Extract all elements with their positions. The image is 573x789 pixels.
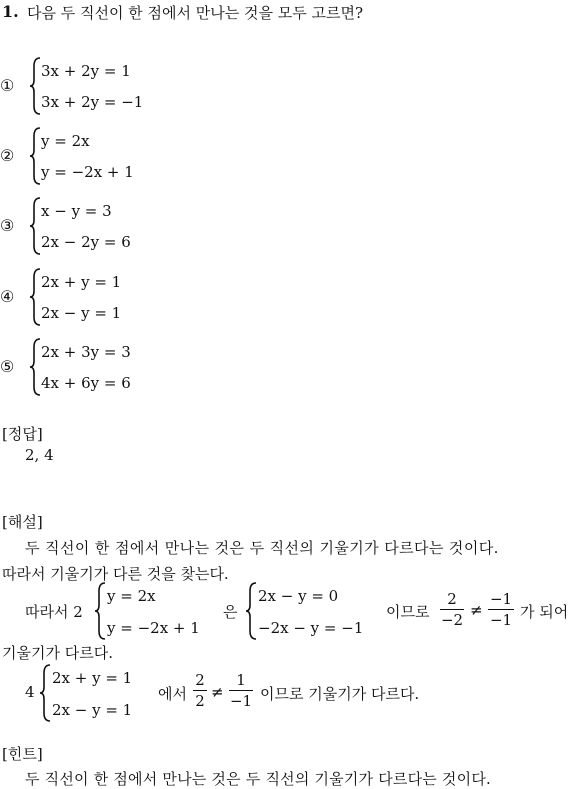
system-a-eq2: y = −2x + 1 [107, 619, 200, 637]
option-system-1 [28, 56, 188, 116]
explanation-heading: [해설] [2, 513, 43, 531]
left-brace-icon [28, 196, 42, 256]
explanation-eun: 은 [223, 603, 238, 621]
fraction-4-denominator: −1 [229, 692, 253, 710]
explanation-line-5-suffix: 이므로 기울기가 다르다. [260, 685, 420, 703]
left-brace-icon [28, 337, 42, 397]
fraction-4 [229, 671, 253, 710]
explanation-line-4: 기울기가 다르다. [2, 644, 113, 662]
fraction-4-numerator: 1 [236, 671, 246, 689]
option-4-eq1: 2x + y = 1 [41, 273, 122, 291]
system-c-eq2: 2x − y = 1 [52, 701, 133, 719]
fraction-3 [193, 671, 207, 710]
fraction-bar [229, 690, 253, 691]
hint-heading: [힌트] [2, 745, 43, 763]
explanation-system-a [93, 581, 213, 641]
option-3-eq1: x − y = 3 [41, 202, 112, 220]
explanation-line-1: 두 직선이 한 점에서 만나는 것은 두 직선의 기울기가 다르다는 것이다. [25, 539, 499, 557]
fraction-2 [488, 590, 514, 629]
option-1-eq1: 3x + 2y = 1 [41, 62, 131, 80]
explanation-line-3-prefix: 따라서 2 [25, 603, 83, 621]
option-system-4 [28, 267, 188, 327]
option-5-eq2: 4x + 6y = 6 [41, 374, 131, 392]
option-2-eq2: y = −2x + 1 [41, 163, 134, 181]
option-marker-3: ③ [0, 216, 15, 235]
fraction-3-denominator: 2 [195, 692, 205, 710]
option-4-eq2: 2x − y = 1 [41, 304, 122, 322]
option-system-5 [28, 337, 188, 397]
explanation-imeuro: 이므로 [386, 603, 430, 621]
fraction-2-numerator: −1 [489, 590, 513, 608]
option-system-3 [28, 196, 188, 256]
option-5-eq1: 2x + 3y = 3 [41, 343, 131, 361]
fraction-bar [193, 690, 207, 691]
question-number: 1. [2, 2, 19, 21]
fraction-1-denominator: −2 [440, 611, 464, 629]
left-brace-icon [28, 56, 42, 116]
left-brace-icon [38, 663, 52, 723]
option-system-2 [28, 126, 188, 186]
option-3-eq2: 2x − 2y = 6 [41, 233, 131, 251]
option-2-eq1: y = 2x [41, 132, 90, 150]
system-a-eq1: y = 2x [107, 587, 156, 605]
answer-value: 2, 4 [25, 446, 54, 464]
system-b-eq2: −2x − y = −1 [258, 619, 364, 637]
explanation-line-2: 따라서 기울기가 다른 것을 찾는다. [2, 565, 229, 583]
system-c-eq1: 2x + y = 1 [52, 669, 133, 687]
answer-heading: [정답] [2, 425, 43, 443]
left-brace-icon [93, 581, 107, 641]
fraction-bar [488, 609, 514, 610]
fraction-2-denominator: −1 [489, 611, 513, 629]
fraction-1 [440, 590, 464, 629]
question-prompt: 다음 두 직선이 한 점에서 만나는 것을 모두 고르면? [27, 4, 363, 22]
option-marker-2: ② [0, 146, 15, 165]
not-equal-sign: ≠ [470, 601, 483, 619]
explanation-line-5-prefix: 4 [25, 683, 35, 701]
option-marker-4: ④ [0, 287, 15, 306]
system-b-eq1: 2x − y = 0 [258, 587, 339, 605]
left-brace-icon [244, 581, 258, 641]
not-equal-sign-2: ≠ [211, 683, 224, 701]
fraction-1-numerator: 2 [447, 590, 457, 608]
left-brace-icon [28, 126, 42, 186]
fraction-bar [440, 609, 464, 610]
option-marker-1: ① [0, 76, 15, 95]
option-1-eq2: 3x + 2y = −1 [41, 93, 144, 111]
left-brace-icon [28, 267, 42, 327]
explanation-system-c [38, 663, 158, 723]
explanation-eseo: 에서 [158, 685, 187, 703]
explanation-line-3-suffix: 가 되어 [520, 603, 569, 621]
hint-text: 두 직선이 한 점에서 만나는 것은 두 직선의 기울기가 다르다는 것이다. [25, 770, 491, 788]
explanation-system-b [244, 581, 374, 641]
fraction-3-numerator: 2 [195, 671, 205, 689]
option-marker-5: ⑤ [0, 357, 15, 376]
